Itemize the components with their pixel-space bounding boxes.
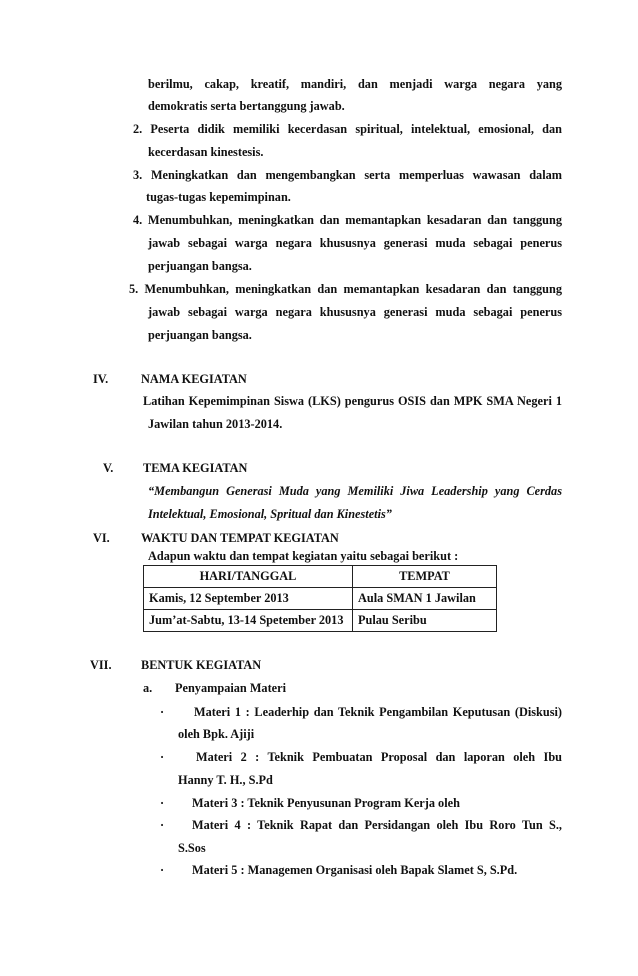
section-4-line-1: Latihan Kepemimpinan Siswa (LKS) pengurus OSIS dan MPK SMA Negeri 1 — [143, 394, 562, 408]
section-5-theme-line-2: Intelektual, Emosional, Spritual dan Kinestetis” — [148, 507, 392, 521]
objective-5-line-2: jawab sebagai warga negara khususnya generasi muda sebagai penerus — [148, 305, 562, 319]
bullet-icon: · — [160, 705, 165, 719]
section-5-heading: TEMA KEGIATAN — [143, 461, 248, 475]
section-7-sub-a-label: Penyampaian Materi — [175, 681, 286, 695]
table-header-row — [144, 566, 497, 588]
section-7-sub-a-marker: a. — [143, 681, 153, 695]
objective-3-line-1: 3. Meningkatkan dan mengembangkan serta memperluas wawasan dalam — [133, 168, 562, 182]
materi-5-line-1: Materi 5 : Managemen Organisasi oleh Bapak Slamet S, S.Pd. — [192, 863, 518, 877]
schedule-table — [143, 565, 497, 632]
objective-4-line-2: jawab sebagai warga negara khususnya generasi muda sebagai penerus — [148, 236, 562, 250]
materi-2-line-1: Materi 2 : Teknik Pembuatan Proposal dan laporan oleh Ibu — [196, 750, 562, 764]
table-cell-place: Pulau Seribu — [353, 610, 497, 632]
section-6-numeral: VI. — [93, 531, 110, 545]
bullet-icon: · — [160, 818, 165, 832]
materi-1-line-1: Materi 1 : Leaderhip dan Teknik Pengambilan Keputusan (Diskusi) — [194, 705, 562, 719]
bullet-icon: · — [160, 750, 165, 764]
section-4-line-2: Jawilan tahun 2013-2014. — [148, 417, 283, 431]
objective-2-line-1: 2. Peserta didik memiliki kecerdasan spiritual, intelektual, emosional, dan — [133, 122, 562, 136]
objective-2-line-2: kecerdasan kinestesis. — [148, 145, 264, 159]
materi-2-line-2: Hanny T. H., S.Pd — [178, 773, 273, 787]
section-5-numeral: V. — [103, 461, 114, 475]
table-row — [144, 610, 497, 632]
materi-4-line-2: S.Sos — [178, 841, 206, 855]
objective-3-line-2: tugas-tugas kepemimpinan. — [146, 190, 291, 204]
section-7-heading: BENTUK KEGIATAN — [141, 658, 262, 672]
table-cell-date: Jum’at-Sabtu, 13-14 Spetember 2013 — [144, 610, 353, 632]
section-4-heading: NAMA KEGIATAN — [141, 372, 247, 386]
materi-4-line-1: Materi 4 : Teknik Rapat dan Persidangan oleh Ibu Roro Tun S., — [192, 818, 562, 832]
table-row — [144, 588, 497, 610]
materi-3-line-1: Materi 3 : Teknik Penyusunan Program Kerja oleh — [192, 796, 460, 810]
section-6-heading: WAKTU DAN TEMPAT KEGIATAN — [141, 531, 339, 545]
bullet-icon: · — [160, 863, 165, 877]
objective-4-line-3: perjuangan bangsa. — [148, 259, 252, 273]
section-7-numeral: VII. — [90, 658, 112, 672]
table-cell-date: Kamis, 12 September 2013 — [144, 588, 353, 610]
objective-5-line-1: 5. Menumbuhkan, meningkatkan dan memantapkan kesadaran dan tanggung — [129, 282, 562, 296]
materi-1-line-2: oleh Bpk. Ajiji — [178, 727, 255, 741]
table-header-place: TEMPAT — [353, 566, 497, 588]
table-cell-place: Aula SMAN 1 Jawilan — [353, 588, 497, 610]
objective-1-line-1: berilmu, cakap, kreatif, mandiri, dan menjadi warga negara yang — [148, 77, 562, 91]
section-6-intro: Adapun waktu dan tempat kegiatan yaitu sebagai berikut : — [148, 549, 459, 563]
section-5-theme-line-1: “Membangun Generasi Muda yang Memiliki Jiwa Leadership yang Cerdas — [148, 484, 562, 498]
section-4-numeral: IV. — [93, 372, 109, 386]
objective-1-line-2: demokratis serta bertanggung jawab. — [148, 99, 345, 113]
table-header-date: HARI/TANGGAL — [144, 566, 353, 588]
objective-4-line-1: 4. Menumbuhkan, meningkatkan dan memantapkan kesadaran dan tanggung — [133, 213, 562, 227]
objective-5-line-3: perjuangan bangsa. — [148, 328, 252, 342]
bullet-icon: · — [160, 796, 165, 810]
